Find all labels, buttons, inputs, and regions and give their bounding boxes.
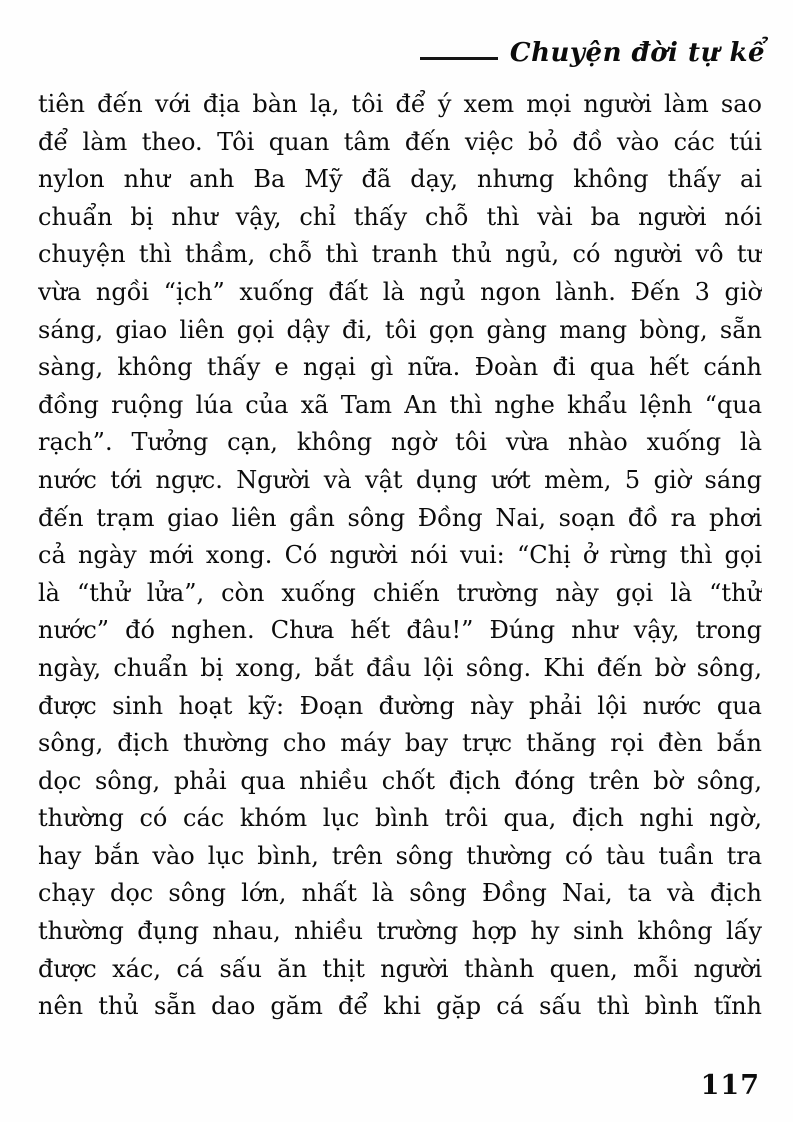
text-line: được xác, cá sấu ăn thịt người thành quen, mỗi người [38,954,762,983]
text-line: nước” đó nghen. Chưa hết đâu!” Đúng như vậy, trong [38,616,762,645]
text-line: hay bắn vào lục bình, trên sông thường có tàu tuần tra [38,841,762,870]
text-line: là “thử lửa”, còn xuống chiến trường này gọi là “thử [38,578,762,607]
header-rule [420,57,498,60]
page-number: 117 [700,1070,760,1101]
body-text-block [38,86,762,1026]
text-line: thường có các khóm lục bình trôi qua, địch nghi ngờ, [38,804,762,833]
text-line: được sinh hoạt kỹ: Đoạn đường này phải lội nước qua [38,691,762,720]
text-line: ngày, chuẩn bị xong, bắt đầu lội sông. Khi đến bờ sông, [38,653,762,682]
text-line: nước tới ngực. Người và vật dụng ướt mèm, 5 giờ sáng [38,465,762,494]
text-line: rạch”. Tưởng cạn, không ngờ tôi vừa nhào xuống là [38,428,762,457]
running-header-title: Chuyện đời tự kể [509,38,765,68]
text-line: chạy dọc sông lớn, nhất là sông Đồng Nai, ta và địch [38,879,762,908]
text-line: thường đụng nhau, nhiều trường hợp hy sinh không lấy [38,917,762,946]
text-line: đến trạm giao liên gần sông Đồng Nai, soạn đồ ra phơi [38,503,762,532]
text-line: nên thủ sẵn dao găm để khi gặp cá sấu thì bình tĩnh [38,992,762,1021]
text-line: cả ngày mới xong. Có người nói vui: “Chị ở rừng thì gọi [38,541,762,570]
text-line: nylon như anh Ba Mỹ đã dạy, nhưng không thấy ai [38,165,762,194]
text-line: vừa ngồi “ịch” xuống đất là ngủ ngon lành. Đến 3 giờ [38,277,762,306]
text-line: sáng, giao liên gọi dậy đi, tôi gọn gàng mang bòng, sẵn [38,315,762,344]
text-line: sàng, không thấy e ngại gì nữa. Đoàn đi qua hết cánh [38,353,762,382]
text-line: để làm theo. Tôi quan tâm đến việc bỏ đồ vào các túi [38,127,762,156]
text-line: dọc sông, phải qua nhiều chốt địch đóng trên bờ sông, [38,766,762,795]
text-line: sông, địch thường cho máy bay trực thăng rọi đèn bắn [38,729,762,758]
text-line: chuyện thì thầm, chỗ thì tranh thủ ngủ, có người vô tư [38,240,762,269]
text-line: chuẩn bị như vậy, chỉ thấy chỗ thì vài ba người nói [38,202,762,231]
running-header [420,38,765,68]
text-line: tiên đến với địa bàn lạ, tôi để ý xem mọi người làm sao [38,90,762,118]
text-line: đồng ruộng lúa của xã Tam An thì nghe khẩu lệnh “qua [38,390,762,419]
